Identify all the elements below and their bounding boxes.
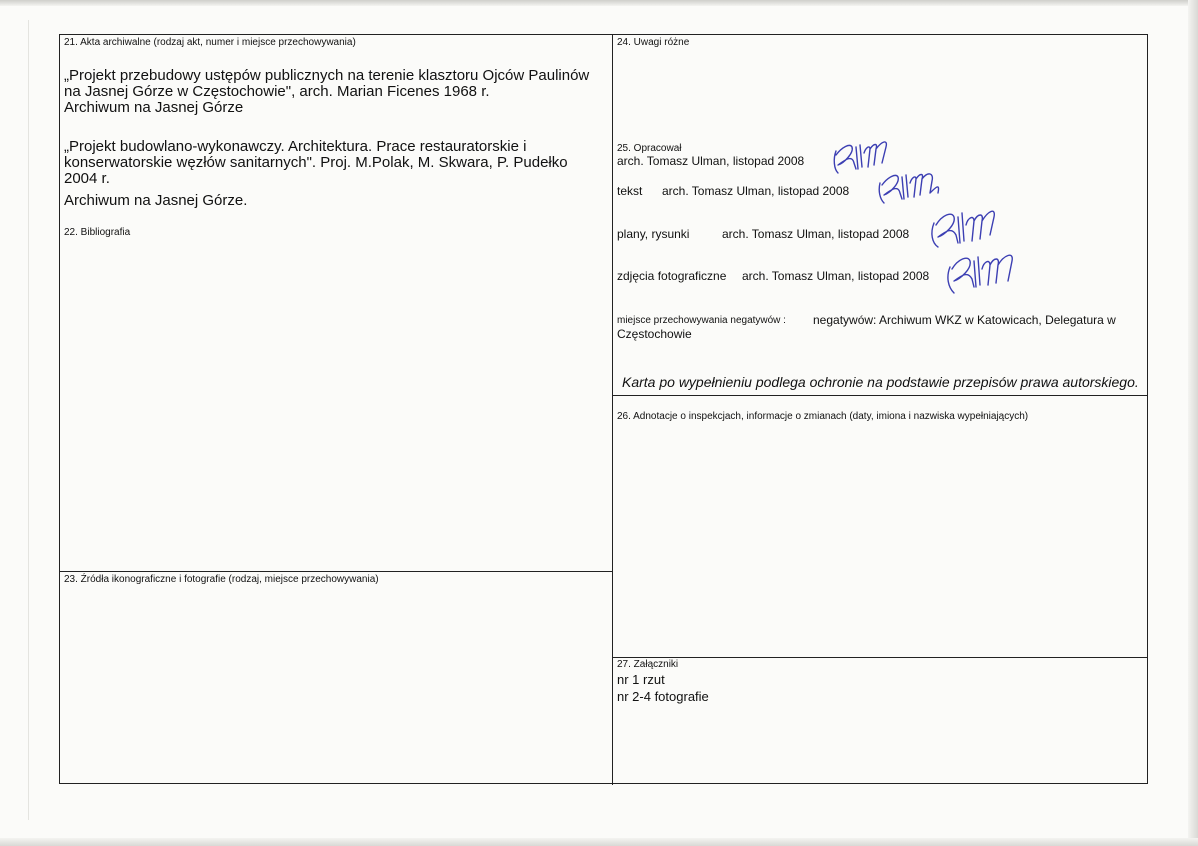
section-23-heading: 23. Źródła ikonograficzne i fotografie (rodzaj, miejsce przechowywania) [64,574,379,585]
archive-entry-2-line-2: konserwatorskie węzłów sanitarnych". Proj. M.Polak, M. Skwara, P. Pudełko [64,154,568,171]
scan-right-edge [1188,0,1198,846]
negatives-storage-value-line-2: Częstochowie [617,327,692,341]
signature-plans [928,203,1008,251]
negatives-storage-label: miejsce przechowywania negatywów : [617,315,786,326]
archive-entry-2-line-1: „Projekt budowlano-wykonawczy. Architektura. Prace restauratorskie i [64,138,527,155]
section-24-heading: 24. Uwagi różne [617,37,690,48]
zdjecia-value: arch. Tomasz Ulman, listopad 2008 [742,269,930,283]
divider-25-26 [612,395,1148,396]
zdjecia-label: zdjęcia fotograficzne [617,269,727,283]
divider-26-27 [612,657,1148,658]
negatives-storage-value-line-1: negatywów: Archiwum WKZ w Katowicach, Delegatura w [813,313,1116,327]
signature-photos [944,245,1024,297]
tekst-value: arch. Tomasz Ulman, listopad 2008 [662,184,850,198]
section-26-heading: 26. Adnotacje o inspekcjach, informacje o zmianach (daty, imiona i nazwiska wypełniających) [617,411,1029,422]
scan-bottom-edge [0,838,1198,846]
archive-entry-1-line-1: „Projekt przebudowy ustępów publicznych na terenie klasztoru Ojców Paulinów [64,67,590,84]
archive-entry-1-line-3: Archiwum na Jasnej Górze [64,99,244,116]
author-line: arch. Tomasz Ulman, listopad 2008 [617,154,805,168]
section-25-heading: 25. Opracował [617,143,682,154]
tekst-label: tekst [617,184,643,198]
attachment-1: nr 1 rzut [617,672,665,687]
section-21-heading: 21. Akta archiwalne (rodzaj akt, numer i miejsce przechowywania) [64,37,356,48]
copyright-note: Karta po wypełnieniu podlega ochronie na podstawie przepisów prawa autorskiego. [622,374,1139,390]
archive-entry-2-line-3: 2004 r. [64,170,110,187]
divider-22-23 [60,571,612,572]
record-card-form [59,34,1148,784]
section-27-heading: 27. Załączniki [617,659,679,670]
attachment-2: nr 2-4 fotografie [617,689,709,704]
plany-label: plany, rysunki [617,227,690,241]
scan-top-edge [0,0,1198,6]
column-divider [612,35,613,785]
plany-value: arch. Tomasz Ulman, listopad 2008 [722,227,910,241]
archive-entry-2-line-4: Archiwum na Jasnej Górze. [64,192,248,209]
signature-text [876,163,946,207]
scan-fold-line [28,20,29,820]
section-22-heading: 22. Bibliografia [64,227,131,238]
archive-entry-1-line-2: na Jasnej Górze w Częstochowie", arch. Marian Ficenes 1968 r. [64,83,490,100]
